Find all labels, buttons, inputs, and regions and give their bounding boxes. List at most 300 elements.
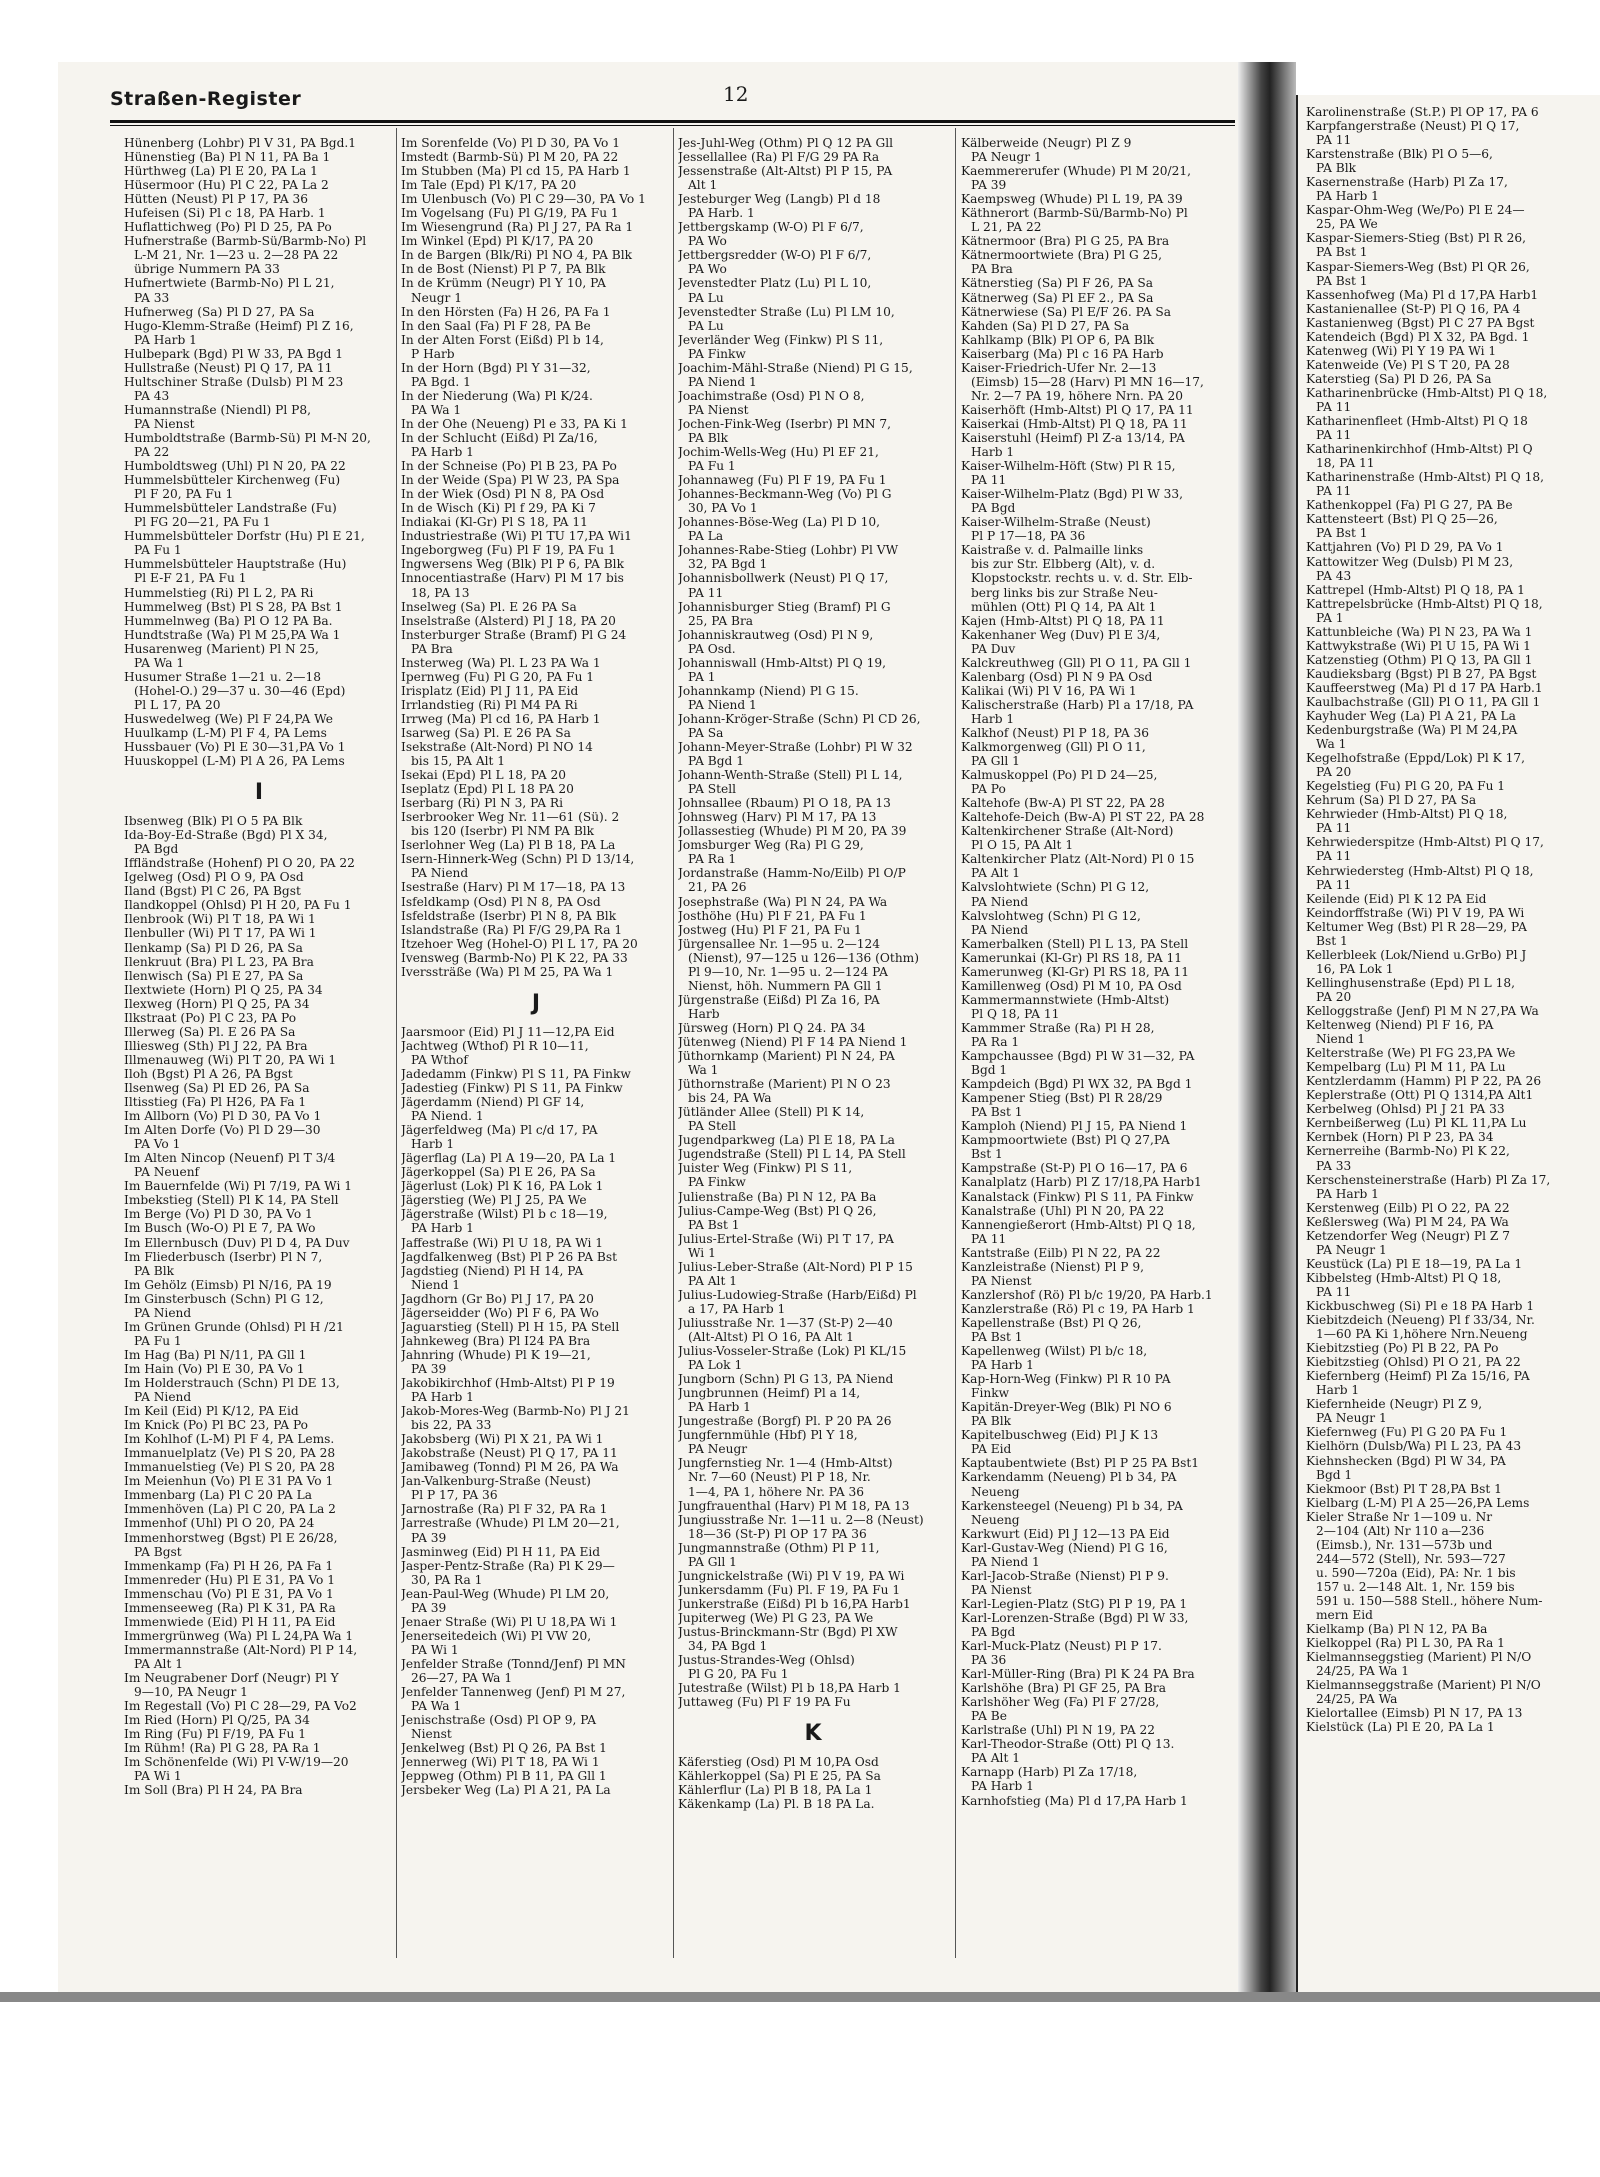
street-entry: Im Gehölz (Eimsb) Pl N/16, PA 19 xyxy=(124,1277,332,1292)
entry-continuation: Pl G 20, PA Fu 1 xyxy=(688,1667,789,1682)
street-entry: Junkersdamm (Fu) Pl. F 19, PA Fu 1 xyxy=(678,1582,901,1597)
right-page-edge xyxy=(1296,95,1600,1995)
entry-continuation: PA Po xyxy=(971,782,1006,797)
street-entry: In de Krümm (Neugr) Pl Y 10, PA xyxy=(401,276,606,291)
street-entry: Johnsallee (Rbaum) Pl O 18, PA 13 xyxy=(678,796,891,811)
street-entry: Kalckreuthweg (Gll) Pl O 11, PA Gll 1 xyxy=(961,655,1192,670)
street-entry: Im Berge (Vo) Pl D 30, PA Vo 1 xyxy=(124,1207,313,1222)
street-entry: Jürsweg (Horn) Pl Q 24. PA 34 xyxy=(678,1020,866,1035)
street-entry: Kampstraße (St-P) Pl O 16—17, PA 6 xyxy=(961,1161,1188,1176)
street-entry: Kätnermoortwiete (Bra) Pl G 25, xyxy=(961,248,1163,263)
street-entry: Jasper-Pentz-Straße (Ra) Pl K 29— xyxy=(401,1558,615,1573)
entry-continuation: PA Wa 1 xyxy=(411,1699,462,1714)
entry-continuation: PA Lu xyxy=(688,318,724,333)
street-entry: Im Hain (Vo) Pl E 30, PA Vo 1 xyxy=(124,1361,305,1376)
street-entry: Kaiser-Wilhelm-Straße (Neust) xyxy=(961,515,1151,530)
street-entry: Katenweg (Wi) Pl Y 19 PA Wi 1 xyxy=(1306,343,1497,358)
street-entry: Kamploh (Niend) Pl J 15, PA Niend 1 xyxy=(961,1119,1188,1134)
entry-continuation: PA Bra xyxy=(411,641,453,656)
entry-continuation: a 17, PA Harb 1 xyxy=(688,1301,786,1316)
entry-continuation: PA 11 xyxy=(1316,1284,1352,1299)
street-entry: Kaiser-Wilhelm-Höft (Stw) Pl R 15, xyxy=(961,459,1176,474)
street-entry: Kaspar-Siemers-Weg (Bst) Pl QR 26, xyxy=(1306,259,1530,274)
street-entry: Kählerflur (La) Pl B 18, PA La 1 xyxy=(678,1783,873,1798)
street-entry: Keltumer Weg (Bst) Pl R 28—29, PA xyxy=(1306,919,1527,934)
street-entry: Inselstraße (Alsterd) Pl J 18, PA 20 xyxy=(401,613,616,628)
street-entry: Hünenstieg (Ba) Pl N 11, PA Ba 1 xyxy=(124,150,331,165)
street-entry: Immanuelplatz (Ve) Pl S 20, PA 28 xyxy=(124,1446,336,1461)
page-bottom-edge xyxy=(0,1992,1600,2002)
street-entry: Kanalstack (Finkw) Pl S 11, PA Finkw xyxy=(961,1189,1194,1204)
street-entry: Ilandkoppel (Ohlsd) Pl H 20, PA Fu 1 xyxy=(124,898,352,913)
street-entry: Huswedelweg (We) Pl F 24,PA We xyxy=(124,711,333,726)
street-entry: Jutestraße (Wilst) Pl b 18,PA Harb 1 xyxy=(678,1681,901,1696)
street-entry: Immermannstraße (Alt-Nord) Pl P 14, xyxy=(124,1642,358,1657)
street-entry: Käferstieg (Osd) Pl M 10,PA Osd xyxy=(678,1755,879,1770)
street-entry: Isestraße (Harv) Pl M 17—18, PA 13 xyxy=(401,880,626,895)
street-entry: Kamerbalken (Stell) Pl L 13, PA Stell xyxy=(961,936,1189,951)
entry-continuation: PA Niend xyxy=(971,894,1029,909)
street-entry: Julius-Ertel-Straße (Wi) Pl T 17, PA xyxy=(678,1231,894,1246)
entry-continuation: PA Wa 1 xyxy=(411,402,462,417)
entry-continuation: PA Finkw xyxy=(688,1175,746,1190)
entry-continuation: PA Nienst xyxy=(134,416,195,431)
street-entry: Jaguarstieg (Stell) Pl H 15, PA Stell xyxy=(401,1319,620,1334)
street-entry: Humannstraße (Niendl) Pl P8, xyxy=(124,402,311,417)
entry-continuation: PA Harb 1 xyxy=(411,445,474,460)
entry-continuation: PA La xyxy=(688,529,724,544)
street-entry: Kiehnshecken (Bgd) Pl W 34, PA xyxy=(1306,1453,1506,1468)
street-entry: Kalikai (Wi) Pl V 16, PA Wi 1 xyxy=(961,683,1137,698)
entry-continuation: 32, PA Bgd 1 xyxy=(688,557,768,572)
entry-continuation: 1—60 PA Ki 1,höhere Nrn.Neueng xyxy=(1316,1327,1528,1342)
entry-continuation: PA 11 xyxy=(1316,484,1352,499)
street-entry: Kälberweide (Neugr) Pl Z 9 xyxy=(961,136,1132,150)
entry-continuation: Alt 1 xyxy=(688,178,718,193)
street-entry: Kayhuder Weg (La) Pl A 21, PA La xyxy=(1306,709,1516,724)
entry-continuation: PA Bgd. 1 xyxy=(411,374,471,389)
street-entry: Kehrwiederspitze (Hmb-Altst) Pl Q 17, xyxy=(1306,835,1544,850)
street-entry: Im Wiesengrund (Ra) Pl J 27, PA Ra 1 xyxy=(401,220,634,235)
entry-continuation: 9—10, PA Neugr 1 xyxy=(134,1685,248,1700)
street-entry: Jostweg (Hu) Pl F 21, PA Fu 1 xyxy=(678,922,862,937)
street-entry: Iland (Bgst) Pl C 26, PA Bgst xyxy=(124,884,301,899)
street-entry: Jarrestraße (Whude) Pl LM 20—21, xyxy=(401,1516,620,1531)
street-entry: Josthöhe (Hu) Pl F 21, PA Fu 1 xyxy=(678,908,867,923)
entry-continuation: Bst 1 xyxy=(971,1147,1003,1162)
street-entry: Ingwersens Weg (Blk) Pl P 6, PA Blk xyxy=(401,557,624,572)
street-entry: Julius-Campe-Weg (Bst) Pl Q 26, xyxy=(678,1203,877,1218)
entry-continuation: 1—4, PA 1, höhere Nr. PA 36 xyxy=(688,1484,865,1499)
entry-continuation: PA 20 xyxy=(1316,989,1352,1004)
street-entry: Jüthornkamp (Marient) Pl N 24, PA xyxy=(678,1049,895,1064)
entry-continuation: PA Niend. 1 xyxy=(411,1109,484,1124)
right-page-column xyxy=(1306,105,1600,1734)
entry-continuation: PA 39 xyxy=(411,1530,447,1545)
street-entry: Immenbarg (La) Pl C 20 PA La xyxy=(124,1488,312,1503)
entry-continuation: PA Duv xyxy=(971,641,1016,656)
street-entry: Im Grünen Grunde (Ohlsd) Pl H /21 xyxy=(124,1319,344,1334)
street-entry: Kehrum (Sa) Pl D 27, PA Sa xyxy=(1306,793,1477,808)
entry-continuation: PA Lu xyxy=(688,290,724,305)
street-entry: Im Ried (Horn) Pl Q/25, PA 34 xyxy=(124,1713,310,1728)
entry-continuation: PA Finkw xyxy=(688,346,746,361)
street-entry: Kapellenstraße (Bst) Pl Q 26, xyxy=(961,1315,1142,1330)
entry-continuation: PA Blk xyxy=(1316,161,1356,176)
street-entry: Kibbelsteg (Hmb-Altst) Pl Q 18, xyxy=(1306,1270,1502,1285)
street-entry: Karnapp (Harb) Pl Za 17/18, xyxy=(961,1765,1138,1780)
street-entry: Hullstraße (Neust) Pl Q 17, PA 11 xyxy=(124,360,333,375)
street-entry: Immergrünweg (Wa) Pl L 24,PA Wa 1 xyxy=(124,1628,354,1643)
street-entry: Juister Weg (Finkw) Pl S 11, xyxy=(678,1161,853,1176)
entry-continuation: Bgd 1 xyxy=(971,1063,1008,1078)
entry-continuation: Pl F 20, PA Fu 1 xyxy=(134,487,234,502)
street-entry: Johannkamp (Niend) Pl G 15. xyxy=(678,683,859,698)
street-entry: Im Stubben (Ma) Pl cd 15, PA Harb 1 xyxy=(401,164,631,179)
street-entry: Kielortallee (Eimsb) Pl N 17, PA 13 xyxy=(1306,1706,1523,1721)
entry-continuation: Nr. 7—60 (Neust) Pl P 18, Nr. xyxy=(688,1470,871,1485)
street-entry: Kiefernheide (Neugr) Pl Z 9, xyxy=(1306,1397,1483,1412)
entry-continuation: PA Bgd xyxy=(971,1624,1016,1639)
street-entry: Ida-Boy-Ed-Straße (Bgd) Pl X 34, xyxy=(124,828,328,843)
street-entry: Im Alten Nincop (Neuenf) Pl T 3/4 xyxy=(124,1151,336,1166)
street-entry: Kattensteert (Bst) Pl Q 25—26, xyxy=(1306,512,1498,527)
entry-continuation: PA Harb 1 xyxy=(1316,1186,1379,1201)
street-entry: In der Ohe (Neueng) Pl e 33, PA Ki 1 xyxy=(401,416,628,431)
entry-continuation: PA Bgst xyxy=(134,1544,182,1559)
street-entry: Juliusstraße Nr. 1—37 (St-P) 2—40 xyxy=(678,1315,893,1330)
street-entry: Johannes-Rabe-Stieg (Lohbr) Pl VW xyxy=(678,543,899,558)
street-entry: Imstedt (Barmb-Sü) Pl M 20, PA 22 xyxy=(401,150,619,165)
street-entry: Karl-Theodor-Straße (Ott) Pl Q 13. xyxy=(961,1737,1175,1752)
entry-continuation: 24/25, PA Wa xyxy=(1316,1692,1398,1707)
street-entry: Kaiser-Friedrich-Ufer Nr. 2—13 xyxy=(961,360,1157,375)
street-entry: Kanalstraße (Uhl) Pl N 20, PA 22 xyxy=(961,1203,1165,1218)
street-entry: Hulbepark (Bgd) Pl W 33, PA Bgd 1 xyxy=(124,346,344,361)
street-entry: Kiebitzstieg (Ohlsd) Pl O 21, PA 22 xyxy=(1306,1355,1521,1370)
street-entry: Karlshöher Weg (Fa) Pl F 27/28, xyxy=(961,1695,1160,1710)
street-entry: Kanzlerstraße (Rö) Pl c 19, PA Harb 1 xyxy=(961,1301,1195,1316)
street-entry: Irisplatz (Eid) Pl J 11, PA Eid xyxy=(401,683,579,698)
street-entry: Hundtstraße (Wa) Pl M 25,PA Wa 1 xyxy=(124,627,341,642)
street-entry: Jungmannstraße (Othm) Pl P 11, xyxy=(678,1540,880,1555)
street-entry: Immenhof (Uhl) Pl O 20, PA 24 xyxy=(124,1516,315,1531)
street-entry: Kaudieksbarg (Bgst) Pl B 27, PA Bgst xyxy=(1306,666,1537,681)
street-entry: Kempelbarg (Lu) Pl M 11, PA Lu xyxy=(1306,1060,1506,1075)
entry-continuation: PA Harb 1 xyxy=(1316,189,1379,204)
entry-continuation: Neueng xyxy=(971,1484,1020,1499)
street-entry: Im Ulenbusch (Vo) Pl C 29—30, PA Vo 1 xyxy=(401,192,646,207)
street-entry: Katharinenstraße (Hmb-Altst) Pl Q 18, xyxy=(1306,470,1544,485)
street-entry: Kakenhaner Weg (Duv) Pl E 3/4, xyxy=(961,627,1161,642)
street-entry: Jaffestraße (Wi) Pl U 18, PA Wi 1 xyxy=(401,1235,604,1250)
street-entry: Hummelsbütteler Kirchenweg (Fu) xyxy=(124,473,341,488)
street-entry: Kattjahren (Vo) Pl D 29, PA Vo 1 xyxy=(1306,540,1504,555)
street-entry: Karkensteegel (Neueng) Pl b 34, PA xyxy=(961,1498,1183,1513)
entry-continuation: L-M 21, Nr. 1—23 u. 2—28 PA 22 xyxy=(134,248,339,263)
street-entry: Isfeldkamp (Osd) Pl N 8, PA Osd xyxy=(401,894,601,909)
street-entry: Jean-Paul-Weg (Whude) Pl LM 20, xyxy=(401,1586,610,1601)
street-entry: Immenreder (Hu) Pl E 31, PA Vo 1 xyxy=(124,1572,336,1587)
street-entry: Iloh (Bgst) Pl A 26, PA Bgst xyxy=(124,1066,293,1081)
entry-continuation: PA Wo xyxy=(688,262,727,277)
street-entry: Kanalplatz (Harb) Pl Z 17/18,PA Harb1 xyxy=(961,1175,1202,1190)
street-entry: Kiefernweg (Fu) Pl G 20 PA Fu 1 xyxy=(1306,1425,1508,1440)
street-entry: Kapellenweg (Wilst) Pl b/c 18, xyxy=(961,1344,1148,1359)
street-entry: Iserbrooker Weg Nr. 11—61 (Sü). 2 xyxy=(401,810,620,825)
entry-continuation: P Harb xyxy=(411,346,455,361)
street-entry: Kamillenweg (Osd) Pl M 10, PA Osd xyxy=(961,978,1182,993)
street-entry: Jakobstraße (Neust) Pl Q 17, PA 11 xyxy=(401,1446,618,1461)
entry-continuation: PA 39 xyxy=(411,1600,447,1615)
street-entry: Joachimstraße (Osd) Pl N O 8, xyxy=(678,388,865,403)
street-entry: Kentzlerdamm (Hamm) Pl P 22, PA 26 xyxy=(1306,1074,1542,1089)
street-entry: Karstenstraße (Blk) Pl O 5—6, xyxy=(1306,147,1493,162)
street-entry: Irrweg (Ma) Pl cd 16, PA Harb 1 xyxy=(401,711,601,726)
street-entry: Kalvslohtwiete (Schn) Pl G 12, xyxy=(961,880,1150,895)
street-entry: Kahlkamp (Blk) Pl OP 6, PA Blk xyxy=(961,332,1155,347)
street-entry: Irrlandstieg (Ri) Pl M4 PA Ri xyxy=(401,697,578,712)
entry-continuation: PA Vo 1 xyxy=(134,1137,181,1152)
entry-continuation: PA 1 xyxy=(688,669,716,684)
street-entry: Julius-Ludowieg-Straße (Harb/Eißd) Pl xyxy=(678,1287,917,1302)
street-entry: Katzenstieg (Othm) Pl Q 13, PA Gll 1 xyxy=(1306,652,1533,667)
street-entry: Ilextwiete (Horn) Pl Q 25, PA 34 xyxy=(124,982,323,997)
street-entry: Immenhöven (La) Pl C 20, PA La 2 xyxy=(124,1502,336,1517)
street-entry: Jürgensallee Nr. 1—95 u. 2—124 xyxy=(678,936,881,951)
street-entry: Jägerlust (Lok) Pl K 16, PA Lok 1 xyxy=(401,1179,604,1194)
street-entry: Im Sorenfelde (Vo) Pl D 30, PA Vo 1 xyxy=(401,136,621,150)
street-entry: Karpfangerstraße (Neust) Pl Q 17, xyxy=(1306,119,1520,134)
street-entry: Im Vogelsang (Fu) Pl G/19, PA Fu 1 xyxy=(401,206,619,221)
street-entry: Kahden (Sa) Pl D 27, PA Sa xyxy=(961,318,1130,333)
book-gutter xyxy=(1238,62,1296,2002)
entry-continuation: Neueng xyxy=(971,1512,1020,1527)
street-entry: Kaistraße v. d. Palmaille links xyxy=(961,543,1144,558)
entry-continuation: Harb xyxy=(688,1006,720,1021)
street-entry: Jakob-Mores-Weg (Barmb-No) Pl J 21 xyxy=(401,1404,630,1419)
street-entry: Kegelstieg (Fu) Pl G 20, PA Fu 1 xyxy=(1306,779,1506,794)
street-entry: Kegelhofstraße (Eppd/Lok) Pl K 17, xyxy=(1306,751,1526,766)
entry-continuation: PA Bst 1 xyxy=(1316,526,1368,541)
entry-continuation: (Eimsb) 15—28 (Harv) Pl MN 16—17, xyxy=(971,374,1204,389)
street-entry: Kamerunweg (Kl-Gr) Pl RS 18, PA 11 xyxy=(961,964,1189,979)
street-entry: Insterweg (Wa) Pl. L 23 PA Wa 1 xyxy=(401,655,601,670)
street-entry: Julius-Leber-Straße (Alt-Nord) Pl P 15 xyxy=(678,1259,913,1274)
street-entry: Ketzendorfer Weg (Neugr) Pl Z 7 xyxy=(1306,1228,1510,1243)
entry-continuation: PA Harb 1 xyxy=(971,1779,1034,1794)
entry-continuation: 18, PA 11 xyxy=(1316,456,1375,471)
street-entry: Ipernweg (Fu) Pl G 20, PA Fu 1 xyxy=(401,669,595,684)
street-entry: Jungestraße (Borgf) Pl. P 20 PA 26 xyxy=(678,1414,892,1429)
page-number: 12 xyxy=(723,82,749,106)
street-entry: Itzehoer Weg (Hohel-O) Pl L 17, PA 20 xyxy=(401,936,638,951)
street-entry: Jütenweg (Niend) Pl F 14 PA Niend 1 xyxy=(678,1035,908,1049)
street-entry: Hummelsbütteler Landstraße (Fu) xyxy=(124,501,337,516)
street-entry: Kattwykstraße (Wi) Pl U 15, PA Wi 1 xyxy=(1306,638,1531,653)
street-entry: Industriestraße (Wi) Pl TU 17,PA Wi1 xyxy=(401,529,632,544)
entry-continuation: PA Bst 1 xyxy=(971,1105,1023,1120)
street-entry: In de Wisch (Ki) Pl f 29, PA Ki 7 xyxy=(401,501,596,516)
street-entry: Kamerunkai (Kl-Gr) Pl RS 18, PA 11 xyxy=(961,950,1183,965)
entry-continuation: PA Bst 1 xyxy=(971,1329,1023,1344)
street-entry: Karlstraße (Uhl) Pl N 19, PA 22 xyxy=(961,1723,1155,1738)
entry-continuation: (Nienst), 97—125 u 126—136 (Othm) xyxy=(688,950,919,965)
street-entry: Hussbauer (Vo) Pl E 30—31,PA Vo 1 xyxy=(124,740,346,755)
entry-continuation: PA 11 xyxy=(1316,428,1352,443)
entry-continuation: PA 33 xyxy=(134,290,170,305)
street-entry: In den Hörsten (Fa) H 26, PA Fa 1 xyxy=(401,304,611,319)
street-entry: Kalkhof (Neust) Pl P 18, PA 36 xyxy=(961,725,1150,740)
street-entry: Jagdhorn (Gr Bo) Pl J 17, PA 20 xyxy=(401,1291,594,1306)
entry-continuation: PA Harb 1 xyxy=(411,1390,474,1405)
entry-continuation: PA Niend 1 xyxy=(688,697,757,712)
entry-continuation: PA 20 xyxy=(1316,765,1352,780)
entry-continuation: PA Alt 1 xyxy=(971,1751,1020,1766)
entry-continuation: PA 11 xyxy=(971,473,1007,488)
entry-continuation: berg links bis zur Straße Neu- xyxy=(971,585,1158,600)
street-entry: Ilsenweg (Sa) Pl ED 26, PA Sa xyxy=(124,1081,310,1095)
street-entry: Jüthornstraße (Marient) Pl N O 23 xyxy=(678,1077,891,1092)
street-entry: Kernerreihe (Barmb-No) Pl K 22, xyxy=(1306,1144,1510,1159)
street-entry: Jagdfalkenweg (Bst) Pl P 26 PA Bst xyxy=(401,1249,617,1264)
street-entry: Immenschau (Vo) Pl E 31, PA Vo 1 xyxy=(124,1586,334,1601)
street-entry: Imbekstieg (Stell) Pl K 14, PA Stell xyxy=(124,1193,339,1208)
entry-continuation: bis zur Str. Elbberg (Alt), v. d. xyxy=(971,557,1156,572)
entry-continuation: PA Alt 1 xyxy=(971,866,1020,881)
street-entry: Keilende (Eid) Pl K 12 PA Eid xyxy=(1306,891,1487,906)
street-entry: Iffländstraße (Hohenf) Pl O 20, PA 22 xyxy=(124,856,355,871)
street-entry: Ingeborgweg (Fu) Pl F 19, PA Fu 1 xyxy=(401,543,616,558)
street-entry: Hufnerweg (Sa) Pl D 27, PA Sa xyxy=(124,304,315,319)
entry-continuation: PA 11 xyxy=(1316,399,1352,414)
street-entry: Illiesweg (Sth) Pl J 22, PA Bra xyxy=(124,1038,308,1053)
entry-continuation: PA Blk xyxy=(134,1263,174,1278)
street-entry: Karnhofstieg (Ma) Pl d 17,PA Harb 1 xyxy=(961,1793,1188,1808)
entry-continuation: PA Bgd 1 xyxy=(688,754,744,769)
street-entry: Illerweg (Sa) Pl. E 26 PA Sa xyxy=(124,1024,296,1039)
street-entry: Im Rühm! (Ra) Pl G 28, PA Ra 1 xyxy=(124,1741,321,1756)
street-entry: Kehrwiedersteg (Hmb-Altst) Pl Q 18, xyxy=(1306,863,1534,878)
entry-continuation: PA 11 xyxy=(1316,821,1352,836)
street-entry: Kampdeich (Bgd) Pl WX 32, PA Bgd 1 xyxy=(961,1077,1193,1092)
entry-continuation: Harb 1 xyxy=(411,1137,455,1152)
entry-continuation: Wi 1 xyxy=(688,1245,716,1260)
entry-continuation: PA Neugr 1 xyxy=(971,150,1042,165)
entry-continuation: 25, PA Bra xyxy=(688,613,754,628)
street-entry: Jennerweg (Wi) Pl T 18, PA Wi 1 xyxy=(401,1755,600,1770)
entry-continuation: 30, PA Vo 1 xyxy=(688,501,758,516)
entry-continuation: 2—104 (Alt) Nr 110 a—236 xyxy=(1316,1523,1485,1538)
street-entry: Ilenkamp (Sa) Pl D 26, PA Sa xyxy=(124,940,303,955)
street-entry: Jägerstieg (We) Pl J 25, PA We xyxy=(401,1193,587,1208)
street-entry: Jochen-Fink-Weg (Iserbr) Pl MN 7, xyxy=(678,416,892,431)
entry-continuation: Nr. 2—7 PA 19, höhere Nrn. PA 20 xyxy=(971,388,1183,403)
street-entry: Jenfelder Straße (Tonnd/Jenf) Pl MN xyxy=(401,1656,626,1671)
street-entry: Jakobikirchhof (Hmb-Altst) Pl P 19 xyxy=(401,1375,615,1390)
street-entry: Kielmannseggstieg (Marient) Pl N/O xyxy=(1306,1650,1532,1665)
street-entry: Jarnostraße (Ra) Pl F 32, PA Ra 1 xyxy=(401,1502,608,1517)
street-entry: Kaspar-Ohm-Weg (We/Po) Pl E 24— xyxy=(1306,203,1525,218)
street-entry: Kiebitzstieg (Po) Pl B 22, PA Po xyxy=(1306,1341,1499,1356)
street-entry: Jugendparkweg (La) Pl E 18, PA La xyxy=(678,1133,895,1148)
entry-continuation: (Alt-Altst) Pl O 16, PA Alt 1 xyxy=(688,1329,854,1344)
street-entry: Karl-Müller-Ring (Bra) Pl K 24 PA Bra xyxy=(961,1667,1195,1682)
entry-continuation: PA 22 xyxy=(134,445,170,460)
entry-continuation: PA Bst 1 xyxy=(688,1217,740,1232)
street-entry: Jan-Valkenburg-Straße (Neust) xyxy=(401,1474,591,1489)
street-entry: Jevenstedter Platz (Lu) Pl L 10, xyxy=(678,276,872,291)
street-entry: Im Meienhun (Vo) Pl E 31 PA Vo 1 xyxy=(124,1474,334,1489)
street-entry: Jakobsberg (Wi) Pl X 21, PA Wi 1 xyxy=(401,1432,604,1447)
street-entry: Jenkelweg (Bst) Pl Q 26, PA Bst 1 xyxy=(401,1741,607,1756)
entry-continuation: 18—36 (St-P) Pl OP 17 PA 36 xyxy=(688,1526,867,1541)
entry-continuation: PA Neuenf xyxy=(134,1165,200,1180)
entry-continuation: PA 11 xyxy=(971,1231,1007,1246)
street-entry: Im Bauernfelde (Wi) Pl 7/19, PA Wi 1 xyxy=(124,1179,352,1194)
street-entry: Kernbeißerweg (Lu) Pl KL 11,PA Lu xyxy=(1306,1116,1527,1131)
street-entry: Jungiusstraße Nr. 1—11 u. 2—8 (Neust) xyxy=(678,1512,924,1527)
entry-continuation: PA Ra 1 xyxy=(971,1035,1020,1049)
entry-continuation: Pl Q 18, PA 11 xyxy=(971,1006,1060,1021)
entry-continuation: Pl 9—10, Nr. 1—95 u. 2—124 PA xyxy=(688,964,888,979)
street-entry: Kaulbachstraße (Gll) Pl O 11, PA Gll 1 xyxy=(1306,694,1541,709)
street-entry: Justus-Strandes-Weg (Ohlsd) xyxy=(678,1653,855,1668)
street-entry: Isarweg (Sa) Pl. E 26 PA Sa xyxy=(401,725,571,740)
street-entry: Im Winkel (Epd) Pl K/17, PA 20 xyxy=(401,234,594,249)
entry-continuation: PA Ra 1 xyxy=(688,852,737,867)
entry-continuation: PA Neugr xyxy=(688,1442,748,1457)
street-entry: Kaiserstuhl (Heimf) Pl Z-a 13/14, PA xyxy=(961,430,1185,445)
street-entry: Kiebitzdeich (Neueng) Pl f 33/34, Nr. xyxy=(1306,1313,1535,1328)
street-entry: Jessenstraße (Alt-Altst) Pl P 15, PA xyxy=(678,164,893,179)
street-entry: Kattrepelsbrücke (Hmb-Altst) Pl Q 18, xyxy=(1306,596,1543,611)
entry-continuation: Pl O 15, PA Alt 1 xyxy=(971,838,1074,853)
entry-continuation: PA Neugr 1 xyxy=(1316,1242,1387,1257)
street-entry: Kanzleistraße (Nienst) Pl P 9, xyxy=(961,1259,1144,1274)
street-entry: Jupiterweg (We) Pl G 23, PA We xyxy=(678,1610,874,1625)
street-entry: Kammermannstwiete (Hmb-Altst) xyxy=(961,992,1170,1007)
street-entry: Jahnkeweg (Bra) Pl I24 PA Bra xyxy=(401,1333,591,1348)
street-entry: Kalmuskoppel (Po) Pl D 24—25, xyxy=(961,768,1158,783)
street-entry: Johann-Meyer-Straße (Lohbr) Pl W 32 xyxy=(678,740,913,755)
street-entry: Johannisburger Stieg (Bramf) Pl G xyxy=(678,599,891,614)
street-entry: Im Ellernbusch (Duv) Pl D 4, PA Duv xyxy=(124,1235,350,1250)
street-entry: Immenhorstweg (Bgst) Pl E 26/28, xyxy=(124,1530,338,1545)
street-entry: Kaiserhöft (Hmb-Altst) Pl Q 17, PA 11 xyxy=(961,402,1194,417)
section-letter: J xyxy=(531,990,541,1016)
street-entry: Kammmer Straße (Ra) Pl H 28, xyxy=(961,1020,1155,1035)
entry-continuation: PA 36 xyxy=(971,1653,1007,1668)
entry-continuation: PA Niend xyxy=(971,922,1029,937)
street-entry: Hufnerstraße (Barmb-Sü/Barmb-No) Pl xyxy=(124,234,367,249)
street-entry: Kannengießerort (Hmb-Altst) Pl Q 18, xyxy=(961,1217,1196,1232)
street-entry: Kählerkoppel (Sa) Pl E 25, PA Sa xyxy=(678,1769,881,1784)
street-entry: Kiekmoor (Bst) Pl T 28,PA Bst 1 xyxy=(1306,1481,1502,1496)
street-entry: Kattowitzer Weg (Dulsb) Pl M 23, xyxy=(1306,554,1514,569)
street-entry: Johannes-Böse-Weg (La) Pl D 10, xyxy=(678,515,880,530)
street-entry: Karkendamm (Neueng) Pl b 34, PA xyxy=(961,1470,1177,1485)
entry-continuation: L 21, PA 22 xyxy=(971,220,1042,235)
street-entry: Hummelsbütteler Hauptstraße (Hu) xyxy=(124,557,347,572)
street-entry: Islandstraße (Ra) Pl F/G 29,PA Ra 1 xyxy=(401,922,623,937)
entry-continuation: PA Wi 1 xyxy=(411,1642,459,1657)
street-entry: Jahnring (Whude) Pl K 19—21, xyxy=(401,1347,591,1362)
street-entry: Kajen (Hmb-Altst) Pl Q 18, PA 11 xyxy=(961,613,1165,628)
street-entry: Kellerbleek (Lok/Niend u.GrBo) Pl J xyxy=(1306,947,1527,962)
entry-continuation: bis 24, PA Wa xyxy=(688,1091,772,1106)
street-entry: In de Bost (Nienst) Pl P 7, PA Blk xyxy=(401,262,606,277)
